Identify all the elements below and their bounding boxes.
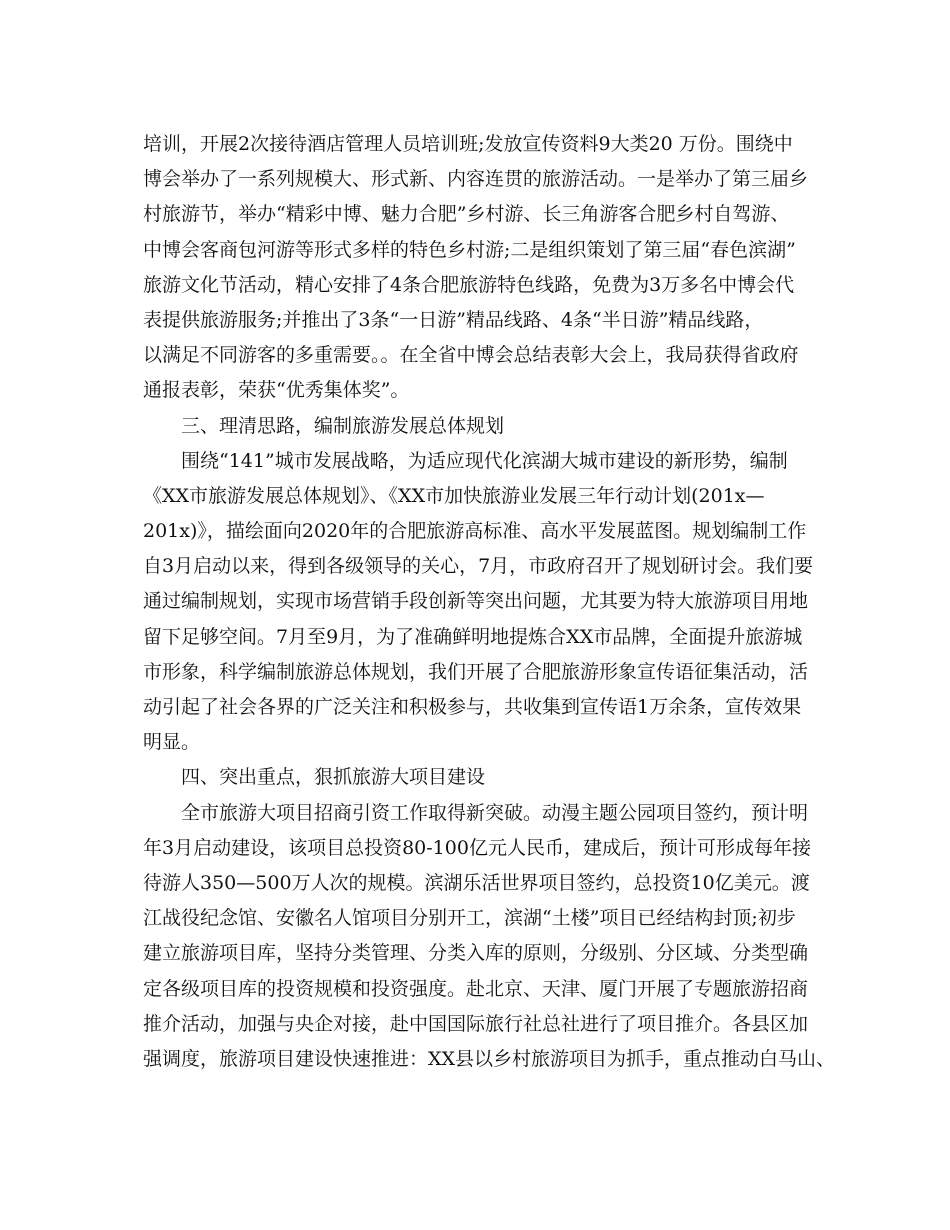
text-line: 通报表彰，荣获“优秀集体奖”。	[143, 379, 410, 402]
text-line: 年3月启动建设，该项目总投资80-100亿元人民币，建成后，预计可形成每年接	[143, 836, 811, 859]
text-line: 江战役纪念馆、安徽名人馆项目分别开工，滨湖“土楼”项目已经结构封顶;初步	[143, 907, 796, 930]
text-line: 村旅游节，举办“精彩中博、魅力合肥”乡村游、长三角游客合肥乡村自驾游、	[143, 203, 790, 226]
text-line: 表提供旅游服务;并推出了3条“一日游”精品线路、4条“半日游”精品线路，	[143, 308, 764, 331]
text-line: 推介活动，加强与央企对接，赴中国国际旅行社总社进行了项目推介。各县区加	[143, 1012, 809, 1035]
text-line: 中博会客商包河游等形式多样的特色乡村游;二是组织策划了第三届“春色滨湖”	[143, 238, 796, 261]
text-line: 自3月启动以来，得到各级领导的关心，7月，市政府召开了规划研讨会。我们要	[143, 555, 814, 578]
text-line: 建立旅游项目库，坚持分类管理、分类入库的原则，分级别、分区域、分类型确	[143, 942, 809, 965]
text-line: 201x)》，描绘面向2020年的合肥旅游高标准、高水平发展蓝图。规划编制工作	[143, 520, 807, 543]
text-line: 培训，开展2次接待酒店管理人员培训班;发放宣传资料9大类20 万份。围绕中	[143, 133, 793, 155]
text-line: 四、突出重点，狠抓旅游大项目建设	[181, 766, 486, 789]
text-line: 以满足不同游客的多重需要。。在全省中博会总结表彰大会上，我局获得省政府	[143, 344, 799, 367]
text-line: 通过编制规划，实现市场营销手段创新等突出问题，尤其要为特大旅游项目用地	[143, 590, 809, 613]
text-line: 市形象，科学编制旅游总体规划，我们开展了合肥旅游形象宣传语征集活动，活	[143, 660, 809, 683]
text-line: 旅游文化节活动，精心安排了4条合肥旅游特色线路，免费为3万多名中博会代	[143, 273, 795, 296]
text-line: 留下足够空间。7月至9月，为了准确鲜明地提炼合XX市品牌，全面提升旅游城	[143, 625, 803, 648]
text-line: 围绕“141”城市发展战略，为适应现代化滨湖大城市建设的新形势，编制	[181, 449, 788, 472]
text-line: 明显。	[143, 731, 201, 754]
text-line: 动引起了社会各界的广泛关注和积极参与，共收集到宣传语1万余条，宣传效果	[143, 696, 802, 718]
text-line: 博会举办了一系列规模大、形式新、内容连贯的旅游活动。一是举办了第三届乡	[143, 168, 809, 191]
text-line: 待游人350—500万人次的规模。滨湖乐活世界项目签约，总投资10亿美元。渡	[143, 871, 810, 894]
text-line: 三、理清思路，编制旅游发展总体规划	[181, 414, 505, 437]
text-line: 定各级项目库的投资规模和投资强度。赴北京、天津、厦门开展了专题旅游招商	[143, 977, 809, 1000]
text-line: 《XX市旅游发展总体规划》、《XX市加快旅游业发展三年行动计划(201x—	[143, 484, 765, 507]
text-line: 全市旅游大项目招商引资工作取得新突破。动漫主题公园项目签约，预计明	[181, 801, 809, 824]
document-body	[143, 127, 836, 1077]
text-line: 强调度，旅游项目建设快速推进：XX县以乡村旅游项目为抓手，重点推动白马山、	[143, 1047, 836, 1070]
